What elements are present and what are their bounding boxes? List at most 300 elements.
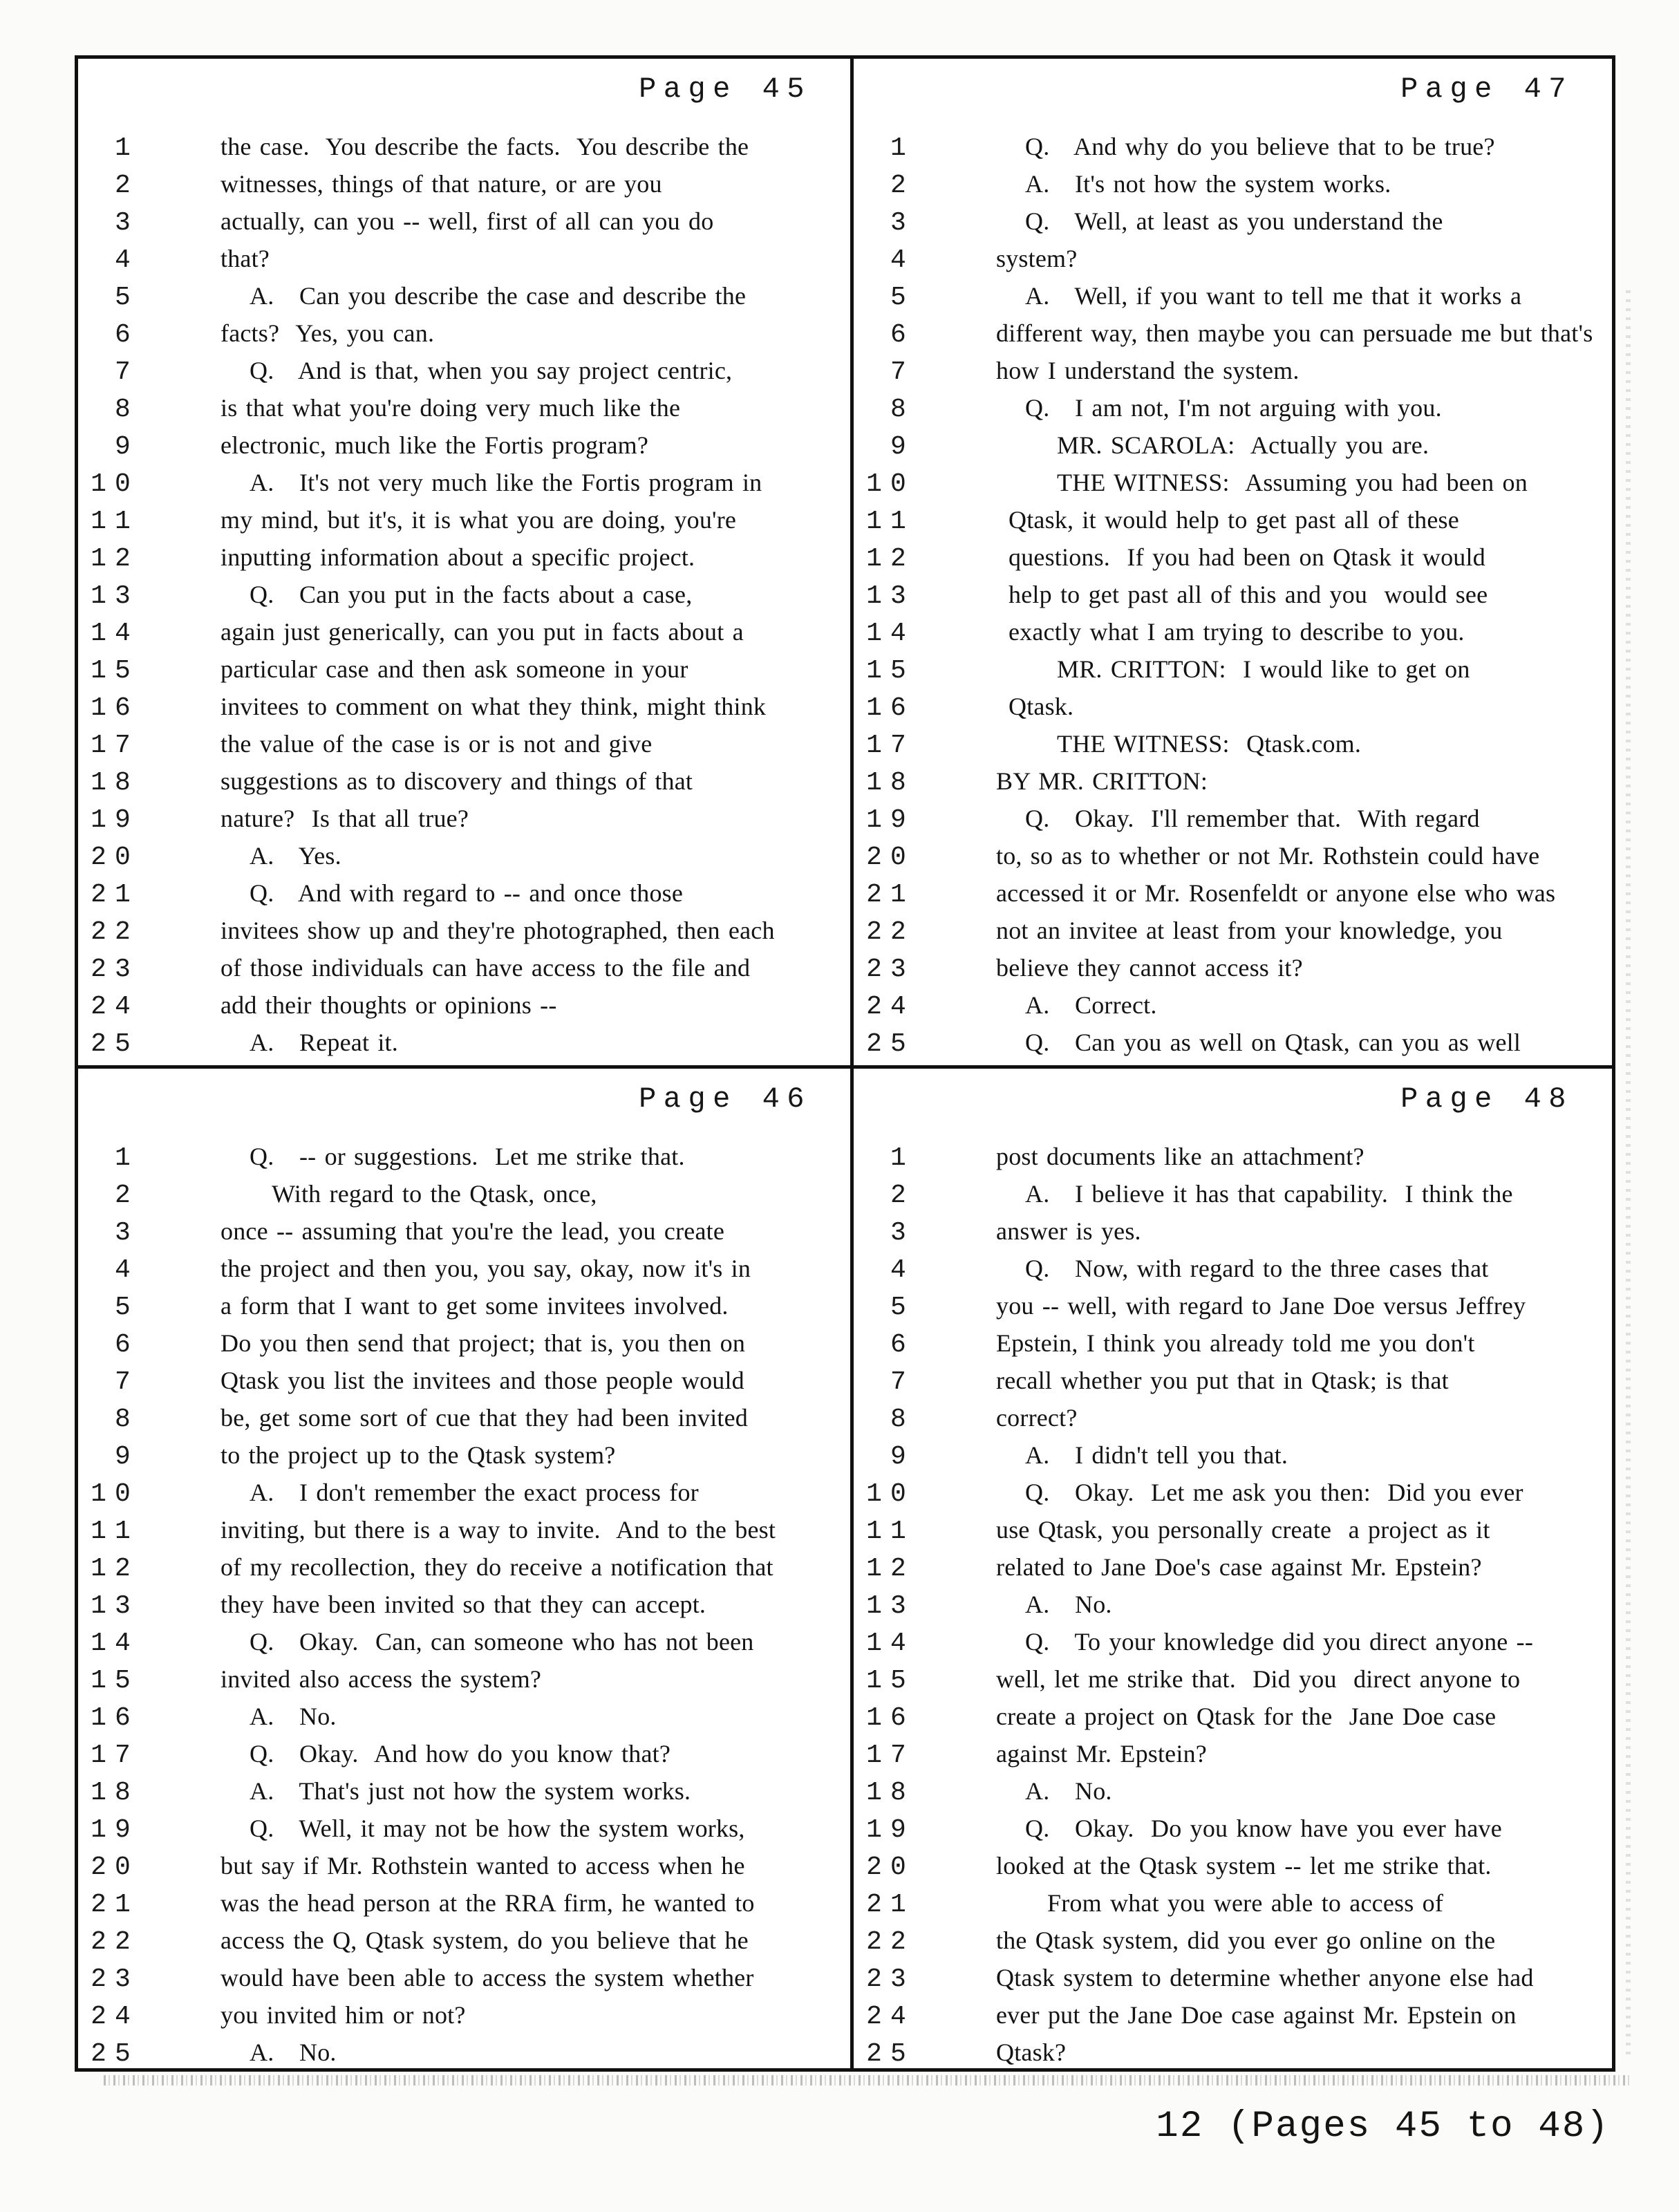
line-number: 20 [866, 843, 914, 872]
line-number: 8 [115, 395, 139, 424]
line-text: you -- well, with regard to Jane Doe versus Jeffrey [996, 1292, 1526, 1320]
line-text: use Qtask, you personally create a project as it [996, 1516, 1490, 1544]
line-number: 10 [866, 1479, 914, 1509]
line-number: 5 [115, 283, 139, 312]
line-number: 5 [890, 1293, 914, 1322]
line-number: 15 [91, 656, 139, 686]
line-number: 2 [115, 1181, 139, 1210]
line-text: THE WITNESS: Qtask.com. [1057, 730, 1362, 758]
line-text: questions. If you had been on Qtask it would [1009, 543, 1485, 571]
line-number: 2 [890, 171, 914, 200]
line-number: 4 [890, 245, 914, 275]
transcript-line [854, 1287, 1612, 1324]
line-number: 9 [890, 432, 914, 462]
line-text: help to get past all of this and you would see [1009, 581, 1488, 608]
line-number: 17 [866, 731, 914, 760]
line-text: A. I didn't tell you that. [1025, 1441, 1288, 1469]
transcript-line [78, 912, 850, 949]
line-text: MR. CRITTON: I would like to get on [1057, 655, 1470, 683]
transcript-line [854, 165, 1612, 203]
transcript-line [854, 800, 1612, 837]
line-number: 13 [866, 581, 914, 611]
line-text: A. Can you describe the case and describe the [250, 282, 747, 310]
line-text: my mind, but it's, it is what you are doing, you're [221, 506, 737, 534]
line-number: 13 [91, 1591, 139, 1621]
transcript-line [78, 1959, 850, 1996]
line-number: 12 [91, 544, 139, 574]
line-text: Q. -- or suggestions. Let me strike that. [250, 1143, 685, 1170]
line-text: would have been able to access the system whether [221, 1964, 754, 1991]
line-number: 9 [115, 1442, 139, 1472]
line-number: 25 [866, 1029, 914, 1059]
line-text: A. No. [1025, 1591, 1112, 1618]
transcript-line [78, 1922, 850, 1959]
line-text: Q. To your knowledge did you direct anyone -- [1025, 1628, 1534, 1656]
transcript-line [78, 874, 850, 912]
line-text: Q. And is that, when you say project centric, [250, 357, 733, 384]
line-text: accessed it or Mr. Rosenfeldt or anyone else who was [996, 879, 1556, 907]
transcript-line [854, 2034, 1612, 2068]
transcript-line [78, 837, 850, 874]
line-number: 20 [91, 843, 139, 872]
transcript-line [854, 427, 1612, 464]
line-number: 22 [91, 917, 139, 947]
line-number: 8 [890, 395, 914, 424]
line-number: 18 [91, 768, 139, 798]
transcript-line [854, 576, 1612, 613]
transcript-line [854, 1772, 1612, 1810]
transcript-line [854, 1250, 1612, 1287]
line-number: 13 [866, 1591, 914, 1621]
line-number: 24 [866, 2002, 914, 2032]
line-number: 4 [115, 1255, 139, 1285]
page-48-header: Page 48 [1400, 1082, 1573, 1116]
transcript-line [78, 1511, 850, 1548]
transcript-line [854, 1511, 1612, 1548]
line-number: 6 [890, 1330, 914, 1360]
line-text: Q. Can you put in the facts about a case, [250, 581, 693, 608]
page-47-lines [854, 128, 1612, 1061]
transcript-line [854, 874, 1612, 912]
line-number: 14 [91, 619, 139, 648]
line-number: 17 [91, 1741, 139, 1770]
line-text: Epstein, I think you already told me you don't [996, 1329, 1475, 1357]
line-text: once -- assuming that you're the lead, you create [221, 1217, 725, 1245]
transcript-line [78, 650, 850, 688]
line-text: A. Well, if you want to tell me that it works a [1025, 282, 1522, 310]
transcript-line [78, 762, 850, 800]
line-number: 2 [890, 1181, 914, 1210]
page-47-header: Page 47 [1400, 73, 1573, 106]
line-number: 15 [866, 1666, 914, 1696]
line-number: 1 [115, 1143, 139, 1173]
line-text: From what you were able to access of [1047, 1889, 1444, 1917]
transcript-line [78, 128, 850, 165]
line-text: A. Repeat it. [250, 1029, 398, 1056]
line-number: 22 [866, 1927, 914, 1957]
line-text: MR. SCAROLA: Actually you are. [1057, 431, 1429, 459]
transcript-line [854, 613, 1612, 650]
transcript-line [78, 1847, 850, 1884]
transcript-line [854, 725, 1612, 762]
transcript-line [854, 464, 1612, 501]
line-text: how I understand the system. [996, 357, 1300, 384]
line-number: 11 [866, 1517, 914, 1546]
line-text: A. I believe it has that capability. I think the [1025, 1180, 1513, 1208]
transcript-line [854, 1660, 1612, 1698]
line-number: 14 [866, 1629, 914, 1658]
transcript-line [854, 389, 1612, 427]
transcript-line [854, 1996, 1612, 2034]
line-text: the case. You describe the facts. You describe the [221, 133, 749, 160]
transcript-line [78, 203, 850, 240]
line-text: invitees to comment on what they think, might think [221, 693, 767, 720]
transcript-line [854, 501, 1612, 538]
line-number: 15 [866, 656, 914, 686]
line-text: post documents like an attachment? [996, 1143, 1364, 1170]
line-text: A. Yes. [250, 842, 341, 870]
line-number: 9 [890, 1442, 914, 1472]
transcript-line [78, 427, 850, 464]
transcript-line [854, 1847, 1612, 1884]
line-number: 3 [115, 208, 139, 238]
line-number: 23 [866, 955, 914, 984]
line-text: electronic, much like the Fortis program? [221, 431, 649, 459]
line-number: 4 [890, 1255, 914, 1285]
transcript-line [854, 837, 1612, 874]
line-number: 19 [91, 805, 139, 835]
page-45-lines [78, 128, 850, 1061]
transcript-line [854, 1922, 1612, 1959]
line-text: Q. Now, with regard to the three cases that [1025, 1255, 1489, 1282]
line-text: Q. I am not, I'm not arguing with you. [1025, 394, 1442, 422]
line-text: create a project on Qtask for the Jane Doe case [996, 1703, 1497, 1730]
transcript-line [854, 352, 1612, 389]
transcript-line [78, 1436, 850, 1474]
line-text: recall whether you put that in Qtask; is that [996, 1367, 1449, 1394]
line-text: ever put the Jane Doe case against Mr. Epstein on [996, 2001, 1517, 2029]
transcript-line [78, 1735, 850, 1772]
transcript-line [78, 1287, 850, 1324]
line-number: 24 [91, 2002, 139, 2032]
sheet-page-footer: 12 (Pages 45 to 48) [1156, 2106, 1610, 2148]
line-number: 12 [91, 1554, 139, 1584]
line-text: Q. Can you as well on Qtask, can you as well [1025, 1029, 1521, 1056]
transcript-line [78, 949, 850, 986]
transcript-line [78, 501, 850, 538]
line-text: but say if Mr. Rothstein wanted to access when he [221, 1852, 745, 1880]
page-47-panel [854, 59, 1612, 1065]
line-number: 20 [866, 1853, 914, 1882]
line-number: 25 [866, 2039, 914, 2068]
line-text: that? [221, 245, 270, 272]
transcript-line [854, 1436, 1612, 1474]
line-number: 1 [890, 133, 914, 163]
transcript-sheet [75, 55, 1615, 2072]
transcript-line [854, 1362, 1612, 1399]
line-number: 21 [91, 1890, 139, 1920]
transcript-line [78, 1212, 850, 1250]
transcript-line [854, 1810, 1612, 1847]
line-number: 19 [866, 1815, 914, 1845]
line-number: 5 [115, 1293, 139, 1322]
line-number: 1 [115, 133, 139, 163]
transcript-line [78, 352, 850, 389]
transcript-line [78, 277, 850, 315]
line-text: the project and then you, you say, okay, now it's in [221, 1255, 751, 1282]
transcript-line [78, 986, 850, 1024]
line-number: 3 [890, 208, 914, 238]
line-number: 23 [91, 955, 139, 984]
transcript-line [78, 1996, 850, 2034]
transcript-line [78, 725, 850, 762]
line-text: A. No. [250, 2038, 337, 2066]
line-number: 8 [115, 1405, 139, 1434]
transcript-line [78, 1810, 850, 1847]
line-number: 22 [866, 917, 914, 947]
transcript-line [78, 1474, 850, 1511]
line-text: well, let me strike that. Did you direct anyone to [996, 1665, 1521, 1693]
transcript-line [854, 1138, 1612, 1175]
line-number: 7 [890, 357, 914, 387]
transcript-line [78, 1175, 850, 1212]
transcript-line [854, 1474, 1612, 1511]
line-text: add their thoughts or opinions -- [221, 991, 557, 1019]
line-number: 3 [890, 1218, 914, 1248]
transcript-line [854, 688, 1612, 725]
line-number: 21 [91, 880, 139, 910]
line-number: 12 [866, 544, 914, 574]
line-number: 25 [91, 1029, 139, 1059]
transcript-line [854, 1735, 1612, 1772]
line-number: 18 [866, 1778, 914, 1808]
transcript-line [854, 1024, 1612, 1061]
line-text: Qtask, it would help to get past all of these [1009, 506, 1459, 534]
line-text: the Qtask system, did you ever go online on the [996, 1927, 1496, 1954]
page-46-header: Page 46 [639, 1082, 812, 1116]
line-text: Q. Okay. Can, can someone who has not been [250, 1628, 754, 1656]
line-number: 10 [91, 469, 139, 499]
line-text: With regard to the Qtask, once, [272, 1180, 597, 1208]
line-number: 6 [890, 320, 914, 350]
line-text: is that what you're doing very much like the [221, 394, 681, 422]
line-number: 11 [91, 507, 139, 536]
line-number: 17 [866, 1741, 914, 1770]
line-number: 16 [91, 1703, 139, 1733]
line-text: suggestions as to discovery and things of that [221, 767, 693, 795]
line-number: 12 [866, 1554, 914, 1584]
line-text: correct? [996, 1404, 1078, 1432]
line-number: 22 [91, 1927, 139, 1957]
transcript-line [78, 1623, 850, 1660]
transcript-line [78, 1772, 850, 1810]
transcript-line [78, 1024, 850, 1061]
page-45-panel [78, 59, 850, 1065]
transcript-line [854, 1548, 1612, 1586]
line-number: 20 [91, 1853, 139, 1882]
line-number: 19 [866, 805, 914, 835]
line-text: to, so as to whether or not Mr. Rothstein could have [996, 842, 1540, 870]
line-text: THE WITNESS: Assuming you had been on [1057, 469, 1528, 496]
line-text: Q. Okay. Do you know have you ever have [1025, 1815, 1502, 1842]
line-number: 1 [890, 1143, 914, 1173]
line-text: A. It's not how the system works. [1025, 170, 1391, 198]
line-number: 19 [91, 1815, 139, 1845]
line-text: Qtask. [1009, 693, 1074, 720]
line-text: A. That's just not how the system works. [250, 1777, 691, 1805]
line-text: Qtask system to determine whether anyone else had [996, 1964, 1534, 1991]
line-number: 25 [91, 2039, 139, 2068]
line-number: 8 [890, 1405, 914, 1434]
transcript-line [854, 1586, 1612, 1623]
line-text: Do you then send that project; that is, you then on [221, 1329, 746, 1357]
transcript-line [854, 240, 1612, 277]
line-text: exactly what I am trying to describe to you. [1009, 618, 1465, 646]
line-number: 10 [91, 1479, 139, 1509]
transcript-line [854, 1212, 1612, 1250]
page-48-panel [854, 1069, 1612, 2068]
line-text: facts? Yes, you can. [221, 319, 435, 347]
line-number: 9 [115, 432, 139, 462]
line-text: actually, can you -- well, first of all can you do [221, 207, 714, 235]
line-number: 14 [91, 1629, 139, 1658]
line-text: witnesses, things of that nature, or are you [221, 170, 662, 198]
transcript-line [78, 315, 850, 352]
line-text: you invited him or not? [221, 2001, 466, 2029]
line-text: BY MR. CRITTON: [996, 767, 1208, 795]
line-text: A. I don't remember the exact process for [250, 1479, 699, 1506]
line-number: 18 [91, 1778, 139, 1808]
line-number: 24 [91, 992, 139, 1022]
transcript-line [78, 1586, 850, 1623]
line-text: particular case and then ask someone in your [221, 655, 688, 683]
transcript-line [854, 912, 1612, 949]
transcript-line [78, 1548, 850, 1586]
line-number: 18 [866, 768, 914, 798]
transcript-line [854, 762, 1612, 800]
line-number: 21 [866, 880, 914, 910]
transcript-line [854, 650, 1612, 688]
transcript-line [78, 1660, 850, 1698]
transcript-line [854, 1884, 1612, 1922]
line-number: 4 [115, 245, 139, 275]
line-text: answer is yes. [996, 1217, 1141, 1245]
transcript-line [78, 2034, 850, 2068]
transcript-line [854, 315, 1612, 352]
transcript-line [854, 203, 1612, 240]
line-text: Q. And with regard to -- and once those [250, 879, 684, 907]
transcript-line [854, 1623, 1612, 1660]
line-number: 6 [115, 1330, 139, 1360]
line-text: was the head person at the RRA firm, he wanted to [221, 1889, 755, 1917]
transcript-line [854, 128, 1612, 165]
line-number: 7 [115, 1367, 139, 1397]
line-number: 16 [91, 693, 139, 723]
transcript-line [854, 949, 1612, 986]
transcript-line [854, 1959, 1612, 1996]
line-text: invited also access the system? [221, 1665, 542, 1693]
line-number: 5 [890, 283, 914, 312]
line-text: A. It's not very much like the Fortis program in [250, 469, 762, 496]
transcript-line [78, 1324, 850, 1362]
transcript-line [78, 538, 850, 576]
line-number: 7 [890, 1367, 914, 1397]
line-number: 17 [91, 731, 139, 760]
transcript-line [854, 1324, 1612, 1362]
line-text: Q. And why do you believe that to be true? [1025, 133, 1495, 160]
transcript-line [78, 240, 850, 277]
transcript-line [78, 464, 850, 501]
line-text: access the Q, Qtask system, do you believe that he [221, 1927, 749, 1954]
line-text: A. Correct. [1025, 991, 1157, 1019]
transcript-line [854, 538, 1612, 576]
transcript-line [78, 688, 850, 725]
transcript-line [78, 1698, 850, 1735]
transcript-line [78, 389, 850, 427]
line-number: 14 [866, 619, 914, 648]
transcript-line [854, 1698, 1612, 1735]
transcript-line [854, 1399, 1612, 1436]
transcript-line [78, 1138, 850, 1175]
page-46-panel [78, 1069, 850, 2068]
line-number: 2 [115, 171, 139, 200]
line-text: Q. Okay. And how do you know that? [250, 1740, 671, 1768]
line-number: 6 [115, 320, 139, 350]
line-number: 16 [866, 1703, 914, 1733]
line-text: invitees show up and they're photographed, then each [221, 917, 775, 944]
line-number: 11 [91, 1517, 139, 1546]
line-text: of my recollection, they do receive a notification that [221, 1553, 773, 1581]
page-46-lines [78, 1138, 850, 2068]
line-number: 13 [91, 581, 139, 611]
line-number: 23 [91, 1965, 139, 1994]
line-text: be, get some sort of cue that they had been invited [221, 1404, 748, 1432]
transcript-line [854, 986, 1612, 1024]
transcript-line [78, 576, 850, 613]
transcript-line [78, 1362, 850, 1399]
line-text: the value of the case is or is not and give [221, 730, 653, 758]
line-text: again just generically, can you put in facts about a [221, 618, 744, 646]
line-text: not an invitee at least from your knowledge, you [996, 917, 1503, 944]
line-text: Q. Okay. Let me ask you then: Did you ever [1025, 1479, 1523, 1506]
line-text: Q. Okay. I'll remember that. With regard [1025, 805, 1480, 832]
line-number: 21 [866, 1890, 914, 1920]
line-text: Qtask you list the invitees and those people would [221, 1367, 744, 1394]
line-number: 24 [866, 992, 914, 1022]
line-number: 23 [866, 1965, 914, 1994]
transcript-line [854, 277, 1612, 315]
line-text: believe they cannot access it? [996, 954, 1303, 982]
line-text: of those individuals can have access to the file and [221, 954, 751, 982]
line-number: 16 [866, 693, 914, 723]
transcript-line [78, 800, 850, 837]
line-text: looked at the Qtask system -- let me strike that. [996, 1852, 1492, 1880]
line-text: nature? Is that all true? [221, 805, 469, 832]
line-text: Qtask? [996, 2038, 1067, 2066]
page-48-lines [854, 1138, 1612, 2068]
line-text: to the project up to the Qtask system? [221, 1441, 616, 1469]
line-number: 15 [91, 1666, 139, 1696]
transcript-line [78, 165, 850, 203]
line-text: Q. Well, it may not be how the system works, [250, 1815, 745, 1842]
transcript-line [78, 1250, 850, 1287]
line-text: inviting, but there is a way to invite. And to the best [221, 1516, 776, 1544]
line-text: a form that I want to get some invitees involved. [221, 1292, 729, 1320]
line-text: A. No. [250, 1703, 337, 1730]
line-number: 3 [115, 1218, 139, 1248]
line-text: against Mr. Epstein? [996, 1740, 1207, 1768]
line-text: inputting information about a specific project. [221, 543, 695, 571]
